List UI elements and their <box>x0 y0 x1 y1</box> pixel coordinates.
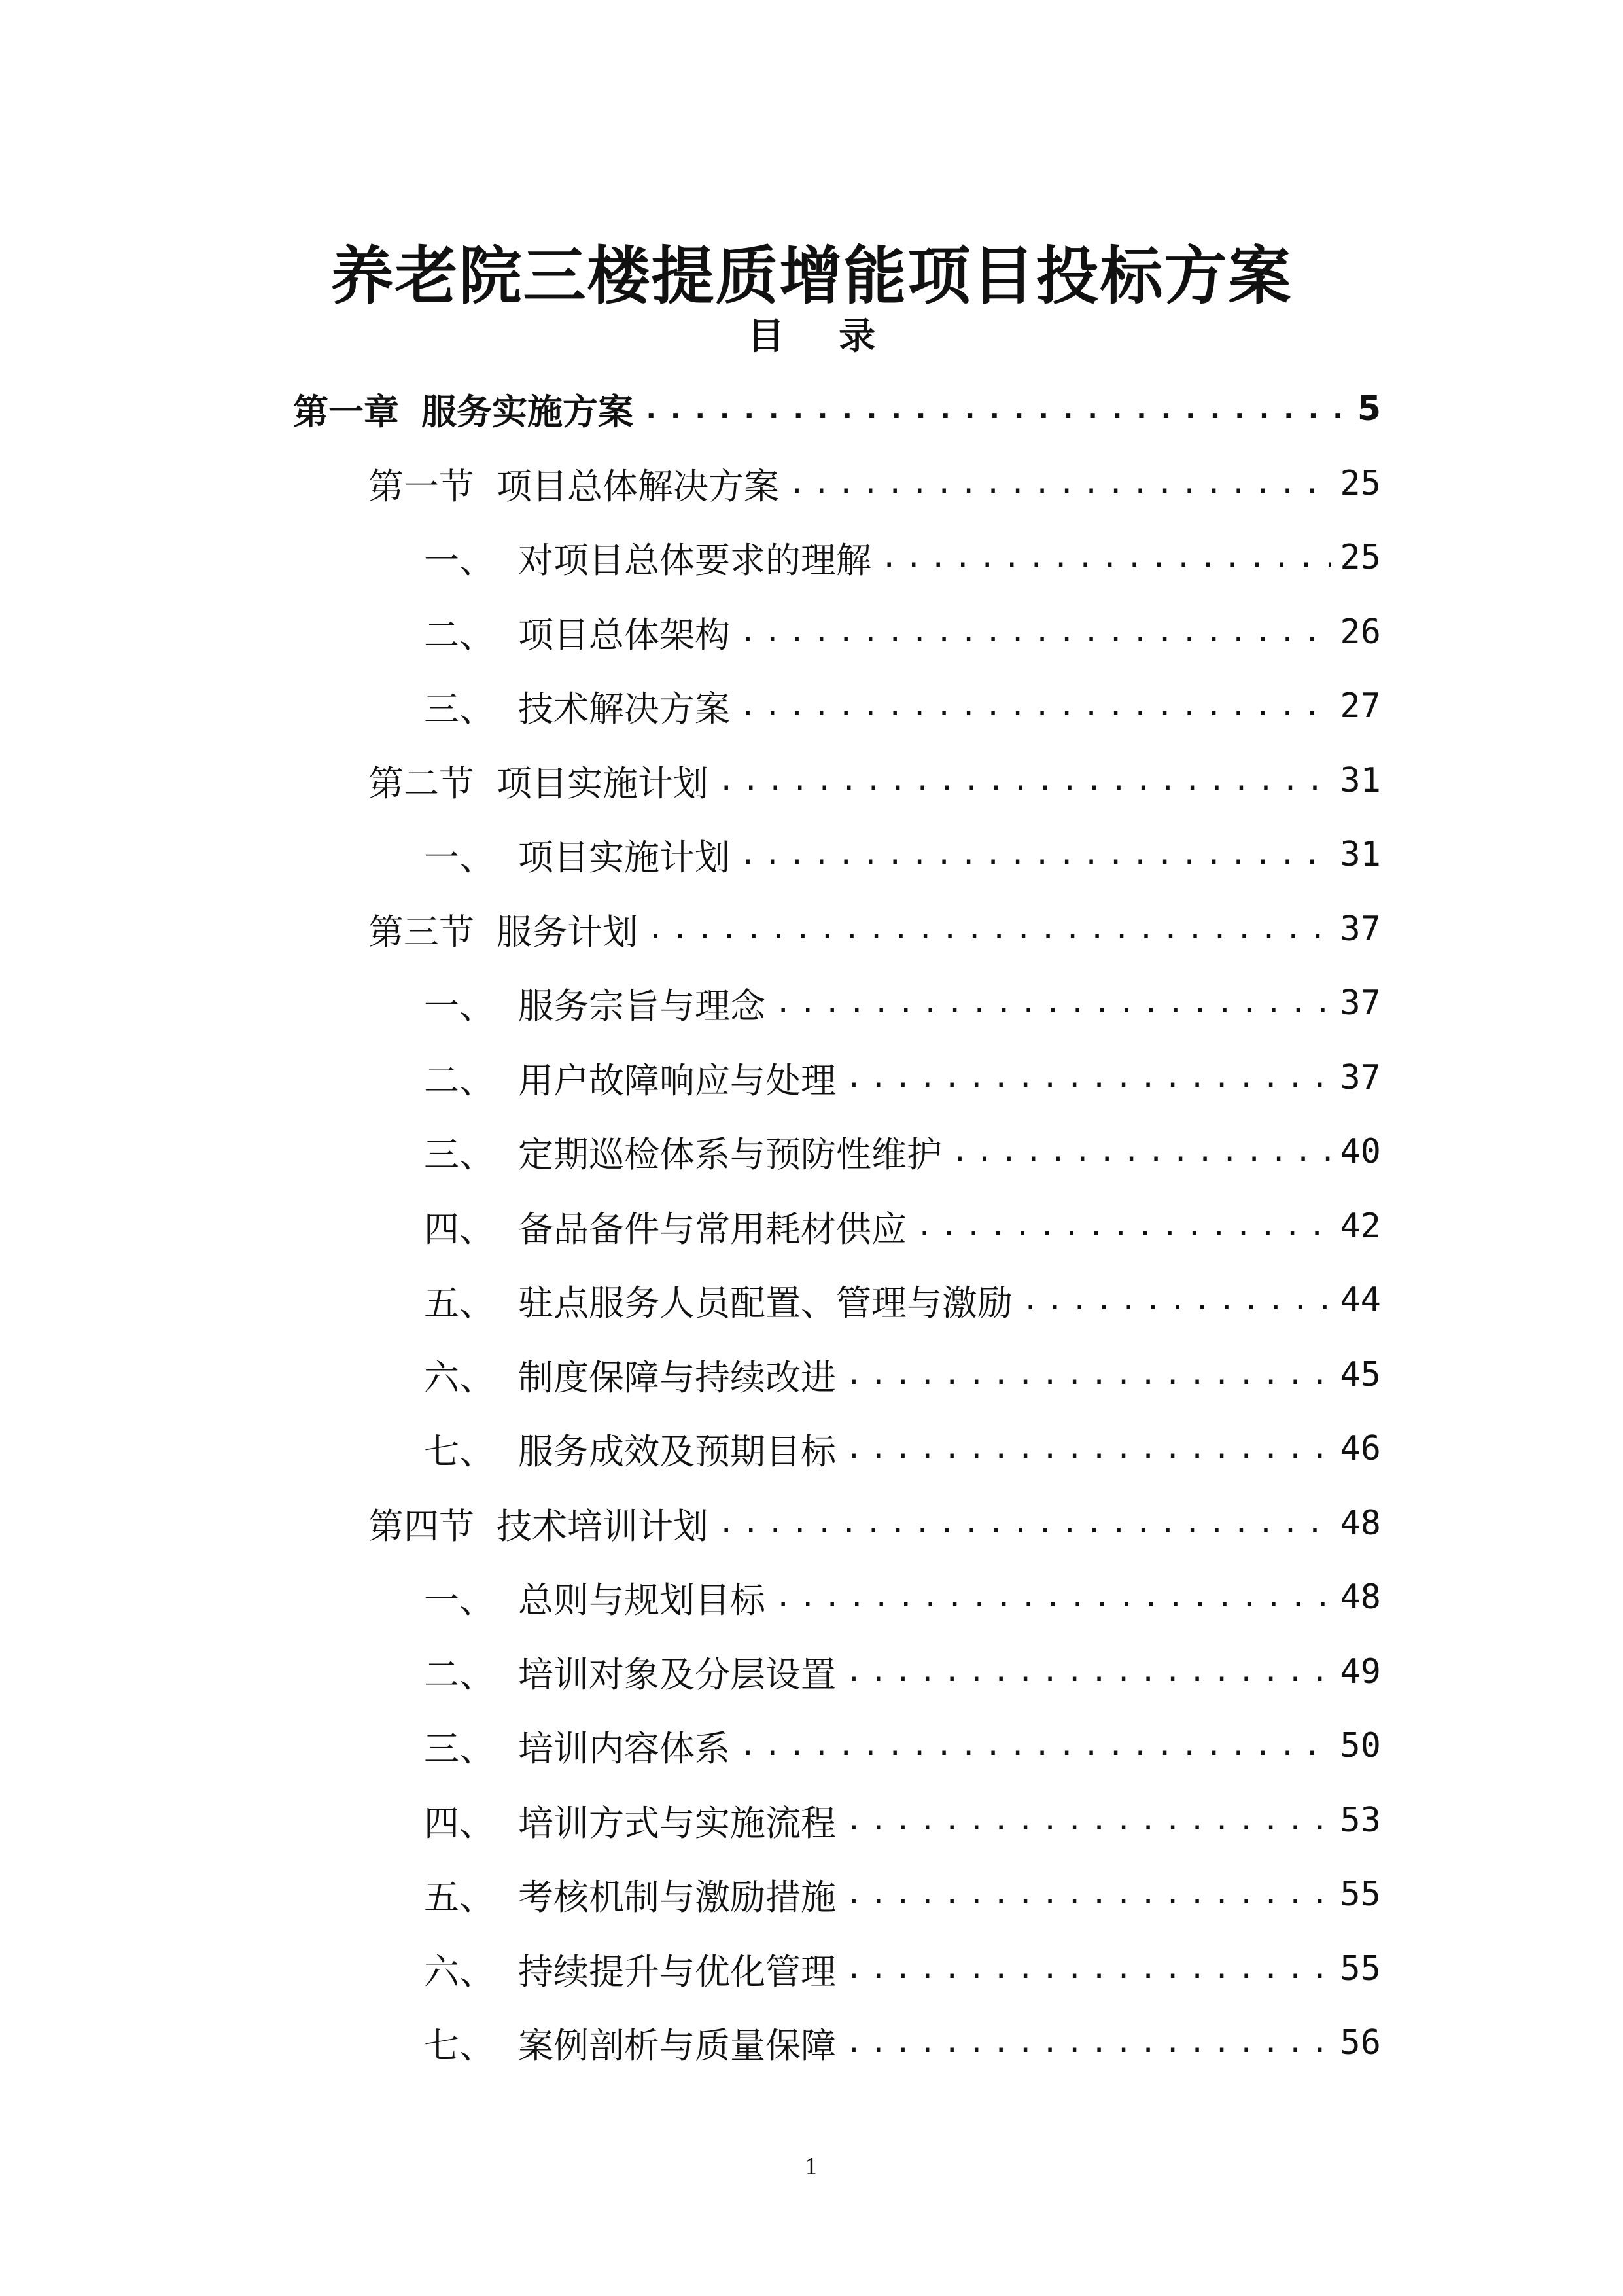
toc-entry-number: 二、 <box>424 1653 495 1695</box>
toc-entry[interactable] <box>424 1716 1381 1775</box>
toc-entry-page: 53 <box>1340 1801 1381 1840</box>
toc-entry[interactable] <box>424 1048 1381 1107</box>
toc-dot-leader <box>845 1801 1331 1840</box>
toc-entry-number: 二、 <box>424 614 495 656</box>
toc-entry-title: 备品备件与常用耗材供应 <box>518 1208 907 1250</box>
toc-entry-title: 驻点服务人员配置、管理与激励 <box>518 1282 1013 1324</box>
toc-dot-leader <box>951 1132 1331 1171</box>
toc-entry[interactable] <box>424 1122 1381 1181</box>
toc-entry-number: 七、 <box>424 2024 495 2066</box>
toc-entry-title: 服务计划 <box>497 911 638 953</box>
toc-entry-number: 六、 <box>424 1951 495 1992</box>
toc-dot-leader <box>647 910 1331 949</box>
toc-entry[interactable] <box>424 1865 1381 1924</box>
toc-heading: 目 录 <box>747 315 897 358</box>
toc-entry[interactable] <box>368 751 1381 810</box>
toc-entry-title: 持续提升与优化管理 <box>518 1951 836 1992</box>
toc-entry-number: 第三节 <box>368 911 474 953</box>
toc-dot-leader <box>775 983 1331 1023</box>
toc-entry[interactable] <box>424 603 1381 662</box>
toc-entry-number: 七、 <box>424 1430 495 1472</box>
toc-entry-page: 44 <box>1340 1280 1381 1320</box>
toc-entry-page: 55 <box>1340 1949 1381 1988</box>
toc-entry[interactable] <box>424 2013 1381 2072</box>
page-number: 1 <box>804 2154 819 2180</box>
document-title: 养老院三楼提质增能项目投标方案 <box>330 239 1293 313</box>
toc-entry-page: 49 <box>1340 1652 1381 1691</box>
toc-entry-number: 三、 <box>424 1727 495 1769</box>
toc-entry-number: 五、 <box>424 1876 495 1918</box>
toc-dot-leader <box>881 538 1331 577</box>
toc-entry-title: 服务成效及预期目标 <box>518 1430 836 1472</box>
toc-entry[interactable] <box>424 1419 1381 1478</box>
toc-entry-page: 40 <box>1340 1132 1381 1171</box>
toc-dot-leader <box>1022 1280 1331 1320</box>
toc-entry-number: 三、 <box>424 1133 495 1175</box>
toc-dot-leader <box>718 761 1331 800</box>
toc-entry-title: 培训对象及分层设置 <box>518 1653 836 1695</box>
toc-entry-title: 用户故障响应与处理 <box>518 1059 836 1101</box>
toc-entry[interactable] <box>424 1568 1381 1627</box>
toc-dot-leader <box>775 1578 1331 1617</box>
toc-dot-leader <box>845 1058 1331 1097</box>
toc-entry-page: 37 <box>1340 983 1381 1023</box>
toc-entry-page: 26 <box>1340 612 1381 652</box>
toc-entry-title: 项目实施计划 <box>497 762 708 804</box>
toc-entry-page: 48 <box>1340 1504 1381 1543</box>
toc-dot-leader <box>788 464 1331 503</box>
toc-entry-page: 25 <box>1340 464 1381 503</box>
toc-entry-number: 六、 <box>424 1356 495 1398</box>
toc-entry-title: 制度保障与持续改进 <box>518 1356 836 1398</box>
toc-entry-title: 考核机制与激励措施 <box>518 1876 836 1918</box>
toc-entry-title: 案例剖析与质量保障 <box>518 2024 836 2066</box>
toc-entry[interactable] <box>424 1791 1381 1850</box>
toc-entry-number: 一、 <box>424 985 495 1027</box>
toc-dot-leader <box>845 1429 1331 1468</box>
toc-dot-leader <box>739 686 1331 726</box>
toc-entry-title: 对项目总体要求的理解 <box>518 539 871 581</box>
toc-entry-number: 一、 <box>424 836 495 878</box>
toc-entry-page: 46 <box>1340 1429 1381 1468</box>
toc-dot-leader <box>845 1652 1331 1691</box>
toc-entry-title: 总则与规划目标 <box>518 1579 765 1621</box>
toc-entry-page: 55 <box>1340 1875 1381 1914</box>
toc-entry-page: 5 <box>1357 389 1381 429</box>
toc-entry-number: 一、 <box>424 539 495 581</box>
toc-entry[interactable] <box>424 1939 1381 1998</box>
toc-entry-title: 项目总体解决方案 <box>497 465 779 507</box>
toc-dot-leader <box>845 1875 1331 1914</box>
toc-entry-number: 三、 <box>424 688 495 730</box>
toc-entry-number: 第四节 <box>368 1505 474 1547</box>
toc-dot-leader <box>642 389 1348 429</box>
toc-entry-page: 31 <box>1340 835 1381 874</box>
toc-entry-title: 技术培训计划 <box>497 1505 708 1547</box>
toc-entry-page: 31 <box>1340 761 1381 800</box>
toc-entry-number: 第一章 <box>293 391 399 433</box>
toc-entry-page: 45 <box>1340 1355 1381 1394</box>
toc-entry-title: 项目总体架构 <box>518 614 730 656</box>
toc-entry[interactable] <box>424 677 1381 735</box>
toc-entry-number: 五、 <box>424 1282 495 1324</box>
toc-entry-number: 四、 <box>424 1802 495 1844</box>
toc-dot-leader <box>718 1504 1331 1543</box>
toc-dot-leader <box>739 835 1331 874</box>
toc-entry-number: 一、 <box>424 1579 495 1621</box>
toc-entry[interactable] <box>368 1494 1381 1553</box>
toc-entry-title: 技术解决方案 <box>518 688 730 730</box>
toc-entry[interactable] <box>424 1271 1381 1330</box>
toc-dot-leader <box>845 1355 1331 1394</box>
toc-dot-leader <box>916 1207 1331 1246</box>
toc-entry[interactable] <box>424 825 1381 884</box>
toc-entry[interactable] <box>424 1642 1381 1701</box>
toc-entry[interactable] <box>424 528 1381 587</box>
toc-entry[interactable] <box>368 454 1381 513</box>
toc-entry-title: 定期巡检体系与预防性维护 <box>518 1133 942 1175</box>
toc-dot-leader <box>845 1949 1331 1988</box>
toc-entry-page: 50 <box>1340 1726 1381 1765</box>
toc-entry[interactable] <box>424 1345 1381 1404</box>
toc-entry[interactable] <box>293 380 1381 438</box>
toc-dot-leader <box>845 2023 1331 2062</box>
toc-entry-title: 项目实施计划 <box>518 836 730 878</box>
toc-entry-number: 二、 <box>424 1059 495 1101</box>
toc-entry-title: 培训内容体系 <box>518 1727 730 1769</box>
toc-entry-page: 37 <box>1340 1058 1381 1097</box>
toc-entry[interactable] <box>424 974 1381 1033</box>
toc-entry-number: 四、 <box>424 1208 495 1250</box>
toc-entry-page: 27 <box>1340 686 1381 726</box>
toc-entry-number: 第一节 <box>368 465 474 507</box>
toc-entry-title: 培训方式与实施流程 <box>518 1802 836 1844</box>
toc-dot-leader <box>739 612 1331 652</box>
toc-entry-title: 服务实施方案 <box>421 391 633 433</box>
toc-entry-page: 37 <box>1340 910 1381 949</box>
toc-entry[interactable] <box>424 1197 1381 1256</box>
toc-entry-page: 56 <box>1340 2023 1381 2062</box>
toc-entry-page: 42 <box>1340 1207 1381 1246</box>
toc-entry-page: 25 <box>1340 538 1381 577</box>
toc-dot-leader <box>739 1726 1331 1765</box>
toc-entry[interactable] <box>368 900 1381 959</box>
toc-entry-title: 服务宗旨与理念 <box>518 985 765 1027</box>
toc-entry-page: 48 <box>1340 1578 1381 1617</box>
toc-entry-number: 第二节 <box>368 762 474 804</box>
